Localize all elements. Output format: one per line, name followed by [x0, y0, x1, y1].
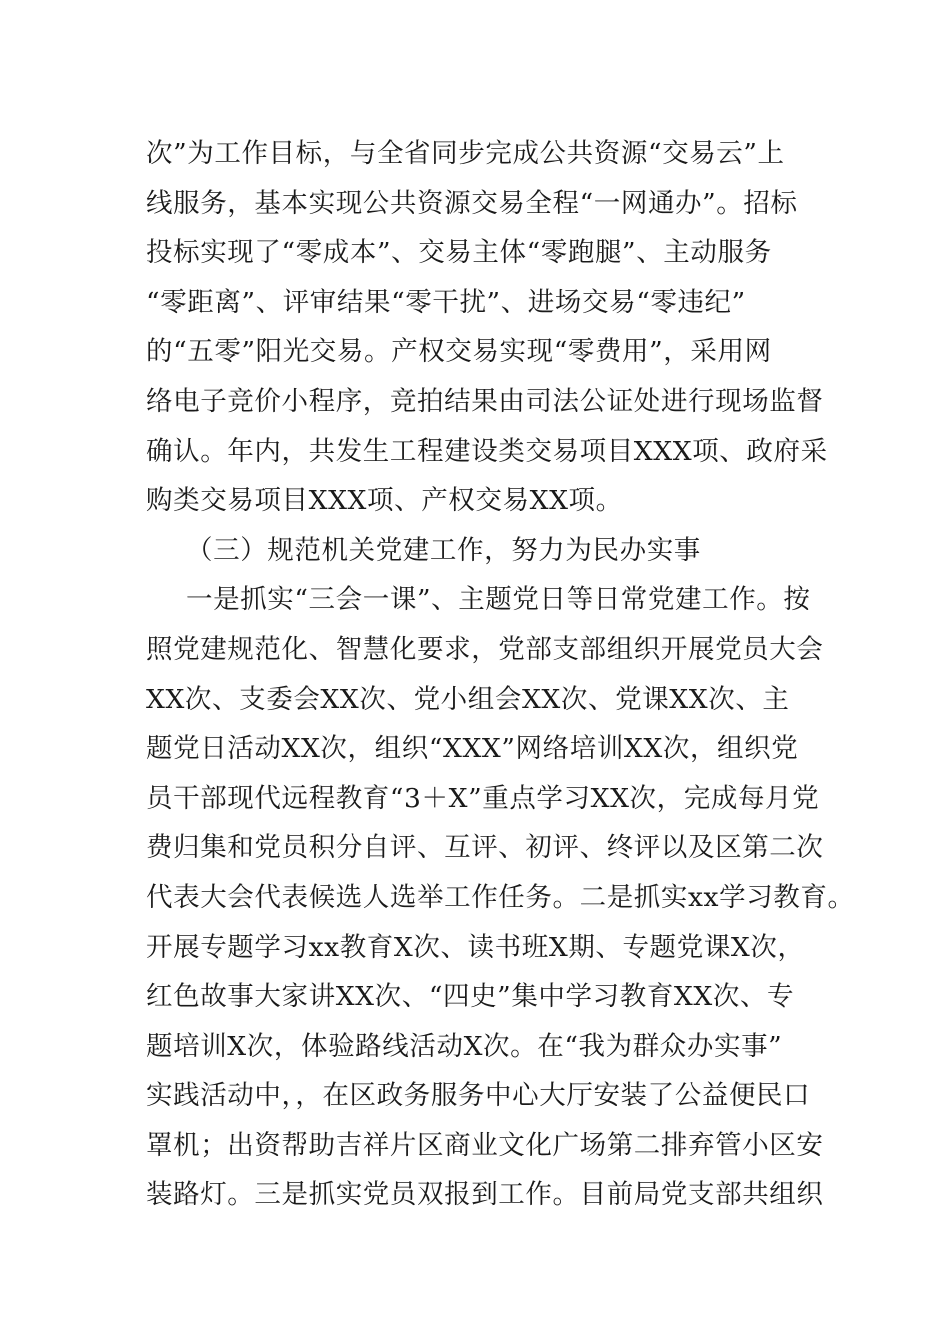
text-line: 罩机；出资帮助吉祥片区商业文化广场第二排弃管小区安 [146, 1129, 824, 1161]
text-line: 员干部现代远程教育“3＋X”重点学习XX次，完成每月党 [146, 782, 820, 814]
text-line: XX次、支委会XX次、党小组会XX次、党课XX次、主 [146, 683, 790, 715]
text-line: 费归集和党员积分自评、互评、初评、终评以及区第二次 [146, 832, 824, 864]
text-line: 次”为工作目标，与全省同步完成公共资源“交易云”上 [146, 138, 785, 169]
text-line: “零距离”、评审结果“零干扰”、进场交易“零违纪” [146, 286, 746, 318]
text-line: 线服务，基本实现公共资源交易全程“一网通办”。招标 [146, 187, 798, 219]
text-line: 一是抓实“三会一课”、主题党日等日常党建工作。按 [186, 584, 811, 616]
text-line: 红色故事大家讲XX次、“四史”集中学习教育XX次、专 [146, 981, 795, 1013]
text-line: 实践活动中，，在区政务服务中心大厅安装了公益便民口 [146, 1080, 811, 1112]
text-line: 代表大会代表候选人选举工作任务。二是抓实xx学习教育。 [146, 881, 855, 913]
section-heading: （三）规范机关党建工作，努力为民办实事 [186, 534, 701, 566]
text-line: 题培训X次，体验路线活动X次。在“我为群众办实事” [146, 1030, 783, 1062]
text-line: 装路灯。三是抓实党员双报到工作。目前局党支部共组织 [146, 1179, 824, 1211]
text-line: 的“五零”阳光交易。产权交易实现“零费用”，采用网 [146, 336, 772, 368]
text-line: 照党建规范化、智慧化要求，党部支部组织开展党员大会 [146, 633, 824, 665]
text-line: 投标实现了“零成本”、交易主体“零跑腿”、主动服务 [146, 237, 772, 269]
body-text [146, 129, 855, 1220]
text-line: 确认。年内，共发生工程建设类交易项目XXX项、政府采 [146, 435, 828, 467]
text-line: 络电子竞价小程序，竞拍结果由司法公证处进行现场监督 [146, 385, 824, 417]
text-line: 购类交易项目XXX项、产权交易XX项。 [146, 485, 623, 517]
text-line: 开展专题学习xx教育X次、读书班X期、专题党课X次， [146, 931, 805, 963]
text-line: 题党日活动XX次，组织“XXX”网络培训XX次，组织党 [146, 733, 799, 765]
